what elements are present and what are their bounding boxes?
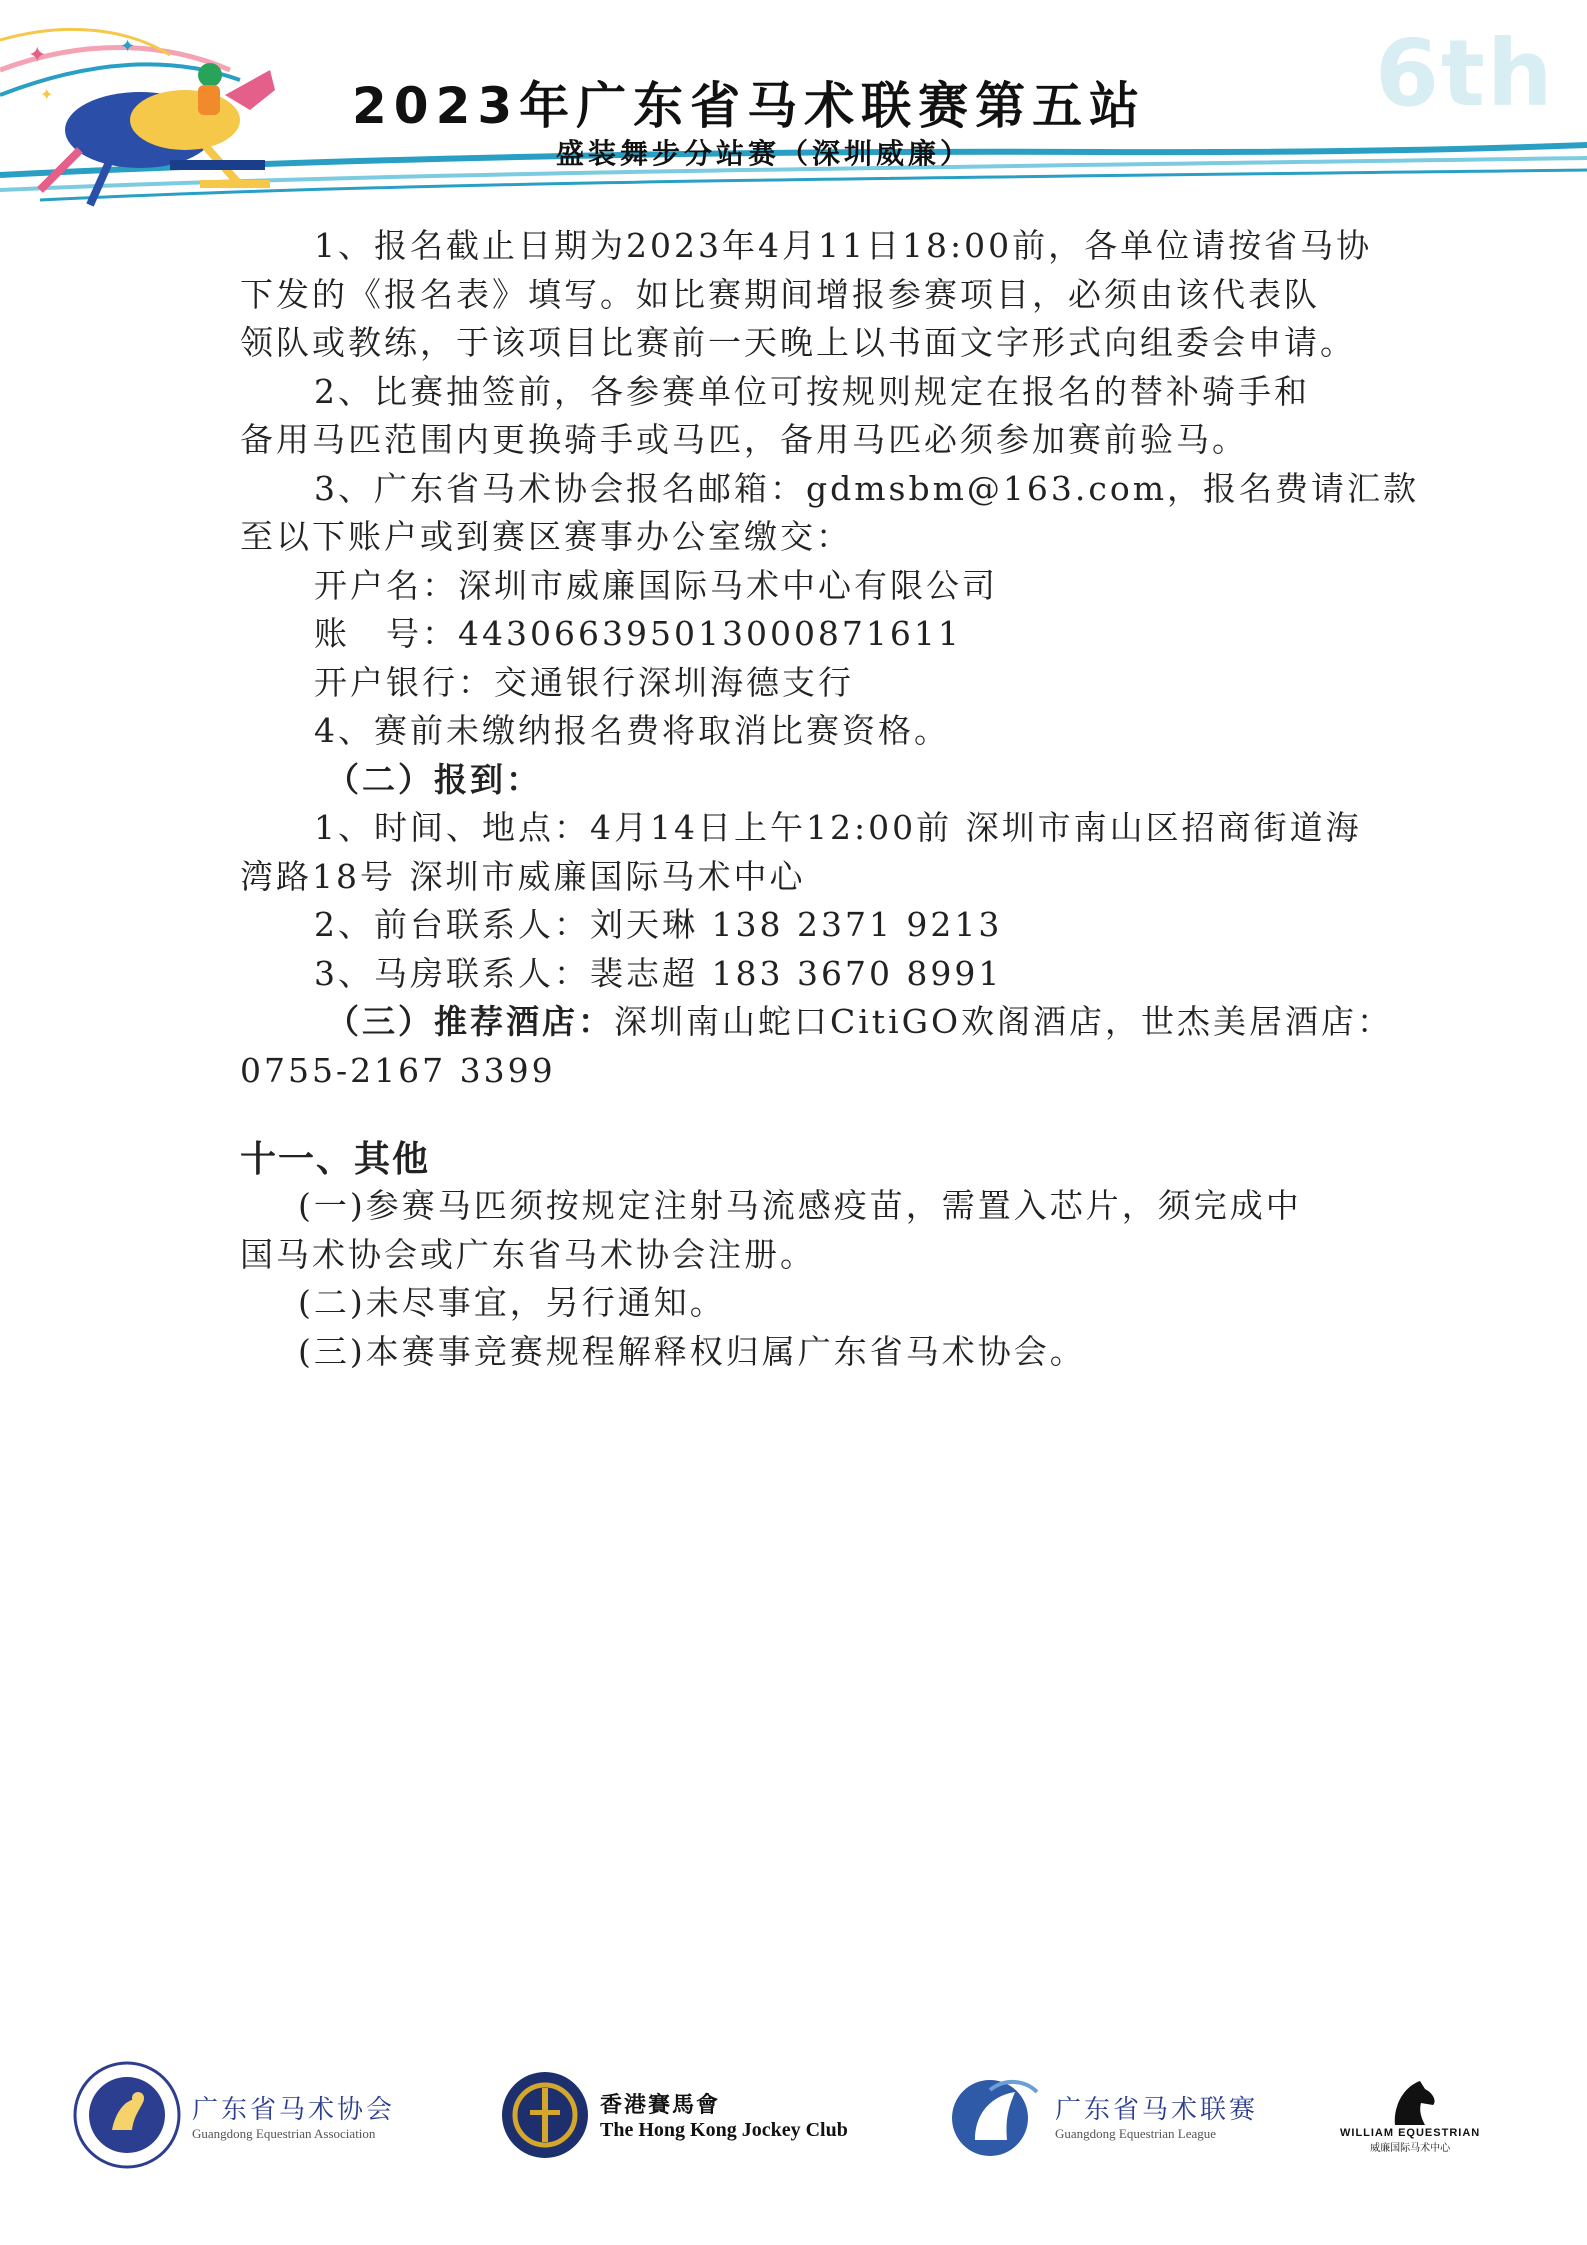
hkjc-emblem-icon bbox=[500, 2070, 590, 2160]
hkjc-name-en: The Hong Kong Jockey Club bbox=[600, 2119, 848, 2141]
hkjc-logo bbox=[500, 2050, 848, 2180]
hotel-line bbox=[240, 998, 1394, 1047]
page-subtitle: 盛装舞步分站赛（深圳威廉） bbox=[556, 137, 973, 170]
svg-text:✦: ✦ bbox=[28, 43, 47, 68]
contact-front-desk: 2、前台联系人：刘天琳 138 2371 9213 bbox=[314, 905, 1003, 944]
william-name-cn: 威廉国际马术中心 bbox=[1370, 2142, 1451, 2154]
edition-badge: 6th bbox=[1375, 20, 1555, 127]
sponsor-footer bbox=[0, 2050, 1587, 2180]
paragraph-line: 至以下账户或到赛区赛事办公室缴交： bbox=[240, 517, 852, 556]
william-logo bbox=[1340, 2050, 1480, 2180]
paragraph-line: 备用马匹范围内更换骑手或马匹，备用马匹必须参加赛前验马。 bbox=[240, 420, 1248, 459]
william-name-en: WILLIAM EQUESTRIAN bbox=[1340, 2126, 1481, 2139]
account-name: 开户名：深圳市威廉国际马术中心有限公司 bbox=[314, 565, 998, 605]
page-title: 2023年广东省马术联赛第五站 bbox=[352, 77, 1147, 135]
account-number: 账 号：443066395013000871611 bbox=[314, 614, 962, 653]
paragraph-line: (三)本赛事竞赛规程解释权归属广东省马术协会。 bbox=[298, 1331, 1086, 1371]
document-body bbox=[240, 222, 1420, 1376]
paragraph-line: 国马术协会或广东省马术协会注册。 bbox=[240, 1234, 816, 1274]
contact-stables: 3、马房联系人：裴志超 183 3670 8991 bbox=[314, 953, 1003, 993]
chapter-heading: 十一、其他 bbox=[240, 1139, 431, 1180]
account-bank: 开户银行：交通银行深圳海德支行 bbox=[314, 662, 854, 702]
gel-logo bbox=[945, 2050, 1258, 2180]
svg-text:✦: ✦ bbox=[40, 85, 54, 104]
paragraph-line: 3、广东省马术协会报名邮箱：gdmsbm@163.com，报名费请汇款 bbox=[314, 468, 1420, 508]
gea-logo bbox=[72, 2050, 395, 2180]
paragraph-line: (二)未尽事宜，另行通知。 bbox=[298, 1283, 726, 1322]
paragraph-line: 4、赛前未缴纳报名费将取消比赛资格。 bbox=[314, 711, 950, 750]
hotel-text: 深圳南山蛇口CitiGO欢阁酒店，世杰美居酒店： bbox=[614, 1002, 1394, 1041]
paragraph-line: 2、比赛抽签前，各参赛单位可按规则规定在报名的替补骑手和 bbox=[314, 371, 1310, 411]
gea-name-en: Guangdong Equestrian Association bbox=[192, 2125, 376, 2141]
hkjc-name-cn: 香港賽馬會 bbox=[600, 2093, 721, 2118]
paragraph-line: 1、时间、地点：4月14日上午12:00前 深圳市南山区招商街道海 bbox=[314, 808, 1362, 847]
gel-horse-icon bbox=[945, 2070, 1045, 2160]
paragraph-line: 领队或教练，于该项目比赛前一天晚上以书面文字形式向组委会申请。 bbox=[240, 323, 1356, 362]
paragraph-line: 下发的《报名表》填写。如比赛期间增报参赛项目，必须由该代表队 bbox=[240, 274, 1320, 314]
svg-text:✦: ✦ bbox=[120, 36, 136, 57]
hotel-phone: 0755-2167 3399 bbox=[240, 1050, 556, 1090]
section-heading: （三）推荐酒店： bbox=[326, 1002, 614, 1041]
gel-name-en: Guangdong Equestrian League bbox=[1055, 2125, 1217, 2141]
gea-emblem-icon bbox=[72, 2060, 182, 2170]
paragraph-line: 湾路18号 深圳市威廉国际马术中心 bbox=[240, 856, 806, 896]
william-horse-head-icon bbox=[1375, 2077, 1445, 2127]
paragraph-line: 1、报名截止日期为2023年4月11日18:00前，各单位请按省马协 bbox=[314, 226, 1373, 265]
gea-name-cn: 广东省马术协会 bbox=[192, 2094, 396, 2125]
page-header bbox=[0, 0, 1587, 220]
paragraph-line: (一)参赛马匹须按规定注射马流感疫苗，需置入芯片，须完成中 bbox=[298, 1186, 1302, 1225]
section-heading: （二）报到： bbox=[326, 759, 542, 799]
gel-name-cn: 广东省马术联赛 bbox=[1055, 2094, 1259, 2125]
